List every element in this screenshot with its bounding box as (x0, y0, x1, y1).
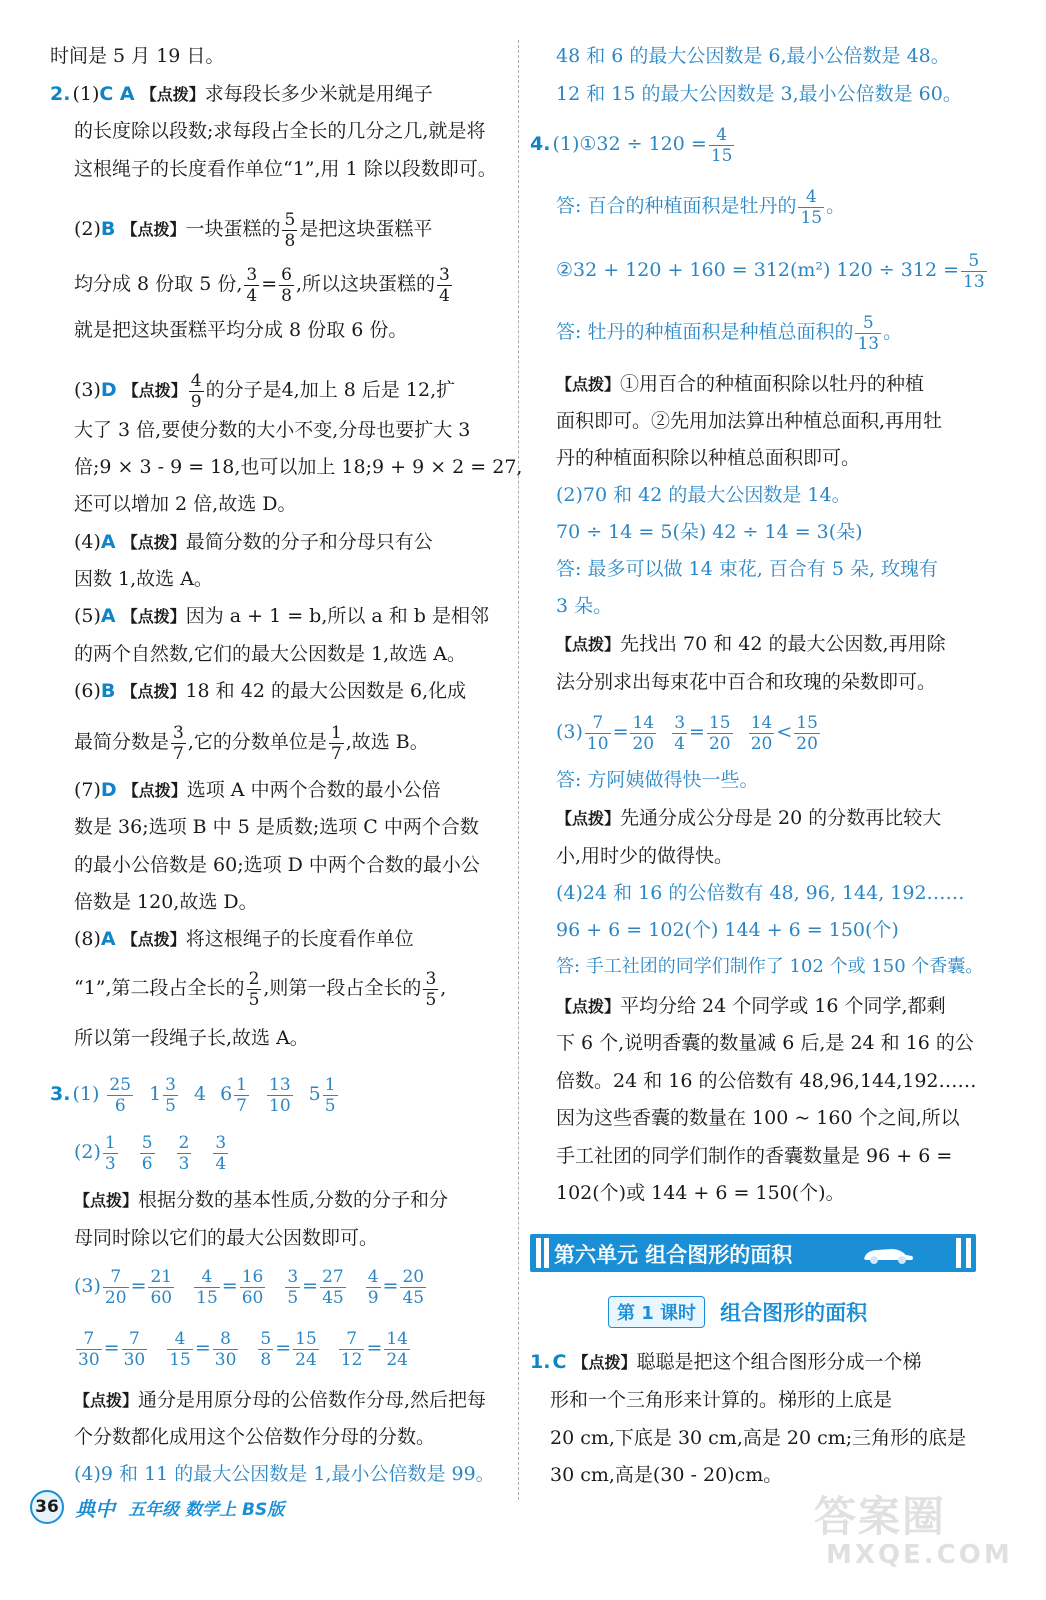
q4-tip2-line1: 【点拨】先找出 70 和 42 的最大公因数,再用除 (556, 633, 946, 655)
text-line: 20 cm,下底是 30 cm,高是 20 cm;三角形的底是 (550, 1427, 967, 1449)
car-icon (860, 1243, 916, 1265)
fraction: $\frac{2}{3}$ (178, 1132, 190, 1174)
text-line: 数是 36;选项 B 中 5 是质数;选项 C 中两个合数 (74, 816, 479, 838)
text-line: 答: 手工社团的同学们制作了 102 个或 150 个香囊。 (556, 956, 984, 977)
lesson-header (608, 1296, 867, 1330)
q1-line1: 1. C 【点拨】聪聪是把这个组合图形分成一个梯 (530, 1351, 922, 1373)
fraction: $\frac{5}{6}$ (141, 1132, 153, 1174)
fraction: $\frac{16}{60}$ (241, 1266, 264, 1308)
q4-p3: (3) $\frac{7}{10}$ = $\frac{14}{20}$ $\frac{3}{4}$ = $\frac{15}{20}$ $\frac{14}{20}$ < $\frac{15}{20}$ (556, 712, 818, 754)
fraction: $\frac{4}{15}$ (196, 1266, 218, 1308)
text-line: 还可以增加 2 倍,故选 D。 (74, 493, 297, 515)
text-line: 母同时除以它们的最大公因数即可。 (74, 1227, 379, 1249)
fraction: $\frac{1}{7}$ (236, 1074, 247, 1116)
fraction: $\frac{3}{5}$ (165, 1074, 176, 1116)
text-line: 的最小公倍数是 60;选项 D 中两个合数的最小公 (74, 854, 480, 876)
q2-p3-line1: (3)D 【点拨】 $\frac{4}{9}$ 的分子是4,加上 8 后是 12,扩 (74, 370, 456, 412)
q2-p1-line1: 2. (1)C A 【点拨】求每段长多少米就是用绳子 (50, 83, 433, 105)
text-line: 答: 最多可以做 14 束花, 百合有 5 朵, 玫瑰有 (556, 558, 939, 580)
text-line: 102(个)或 144 + 6 = 150(个)。 (556, 1182, 845, 1204)
text-line: 96 + 6 = 102(个) 144 + 6 = 150(个) (556, 919, 899, 941)
q2-p2-line2: 均分成 8 份取 5 份, $\frac{3}{4}$ = $\frac{6}{8}$ ,所以这块蛋糕的 $\frac{3}{4}$ (74, 264, 450, 306)
q3-p3-row1: (3) $\frac{7}{20}$ = $\frac{21}{60}$ $\frac{4}{15}$ = $\frac{16}{60}$ $\frac{3}{5}$ = $\frac{27}{45}$ $\frac{4}{9}$ = $\frac{20}{45}$ (74, 1266, 425, 1308)
book-edition: 五年级 数学上 BS版 (128, 1499, 285, 1520)
q4-tip3-line1: 【点拨】先通分成公分母是 20 的分数再比较大 (556, 807, 942, 829)
text-line: 这根绳子的长度看作单位“1”,用 1 除以段数即可。 (74, 158, 497, 180)
page-footer (30, 1490, 284, 1524)
text-line: 倍数是 120,故选 D。 (74, 891, 258, 913)
text-line: 48 和 6 的最大公因数是 6,最小公倍数是 48。 (556, 45, 950, 67)
text-line: 倍;9 × 3 - 9 = 18,也可以加上 18;9 + 9 × 2 = 27, (74, 456, 523, 478)
fraction: $\frac{5}{8}$ (284, 209, 296, 251)
fraction: $\frac{7}{20}$ (104, 1266, 127, 1308)
text-line: 12 和 15 的最大公因数是 3,最小公倍数是 60。 (556, 83, 962, 105)
text-line: 就是把这块蛋糕平均分成 8 份取 6 份。 (74, 319, 408, 341)
fraction: $\frac{14}{24}$ (386, 1328, 408, 1370)
q3-tip1-line1: 【点拨】根据分数的基本性质,分数的分子和分 (74, 1189, 449, 1211)
tip-label: 【点拨】 (140, 85, 205, 104)
text-line: 所以第一段绳子长,故选 A。 (74, 1027, 309, 1049)
q2-p2-line1: (2)B 【点拨】一块蛋糕的 $\frac{5}{8}$ 是把这块蛋糕平 (74, 209, 433, 251)
fraction: $\frac{20}{45}$ (402, 1266, 425, 1308)
q2-p4-line1: (4)A 【点拨】最简分数的分子和分母只有公 (74, 531, 433, 553)
text-line: 小,用时少的做得快。 (556, 845, 734, 867)
text-line: 大了 3 倍,要使分数的大小不变,分母也要扩大 3 (74, 419, 471, 441)
q2-p5-line1: (5)A 【点拨】因为 a + 1 = b,所以 a 和 b 是相邻 (74, 605, 490, 627)
fraction: $\frac{21}{60}$ (150, 1266, 173, 1308)
fraction: $\frac{15}{24}$ (295, 1328, 317, 1370)
text-line: (2)70 和 42 的最大公因数是 14。 (556, 484, 851, 506)
lesson-badge: 第 1 课时 (608, 1296, 705, 1328)
text-line: 下 6 个,说明香囊的数量减 6 后,是 24 和 16 的公 (556, 1032, 974, 1054)
q2-p8-line1: (8)A 【点拨】将这根绳子的长度看作单位 (74, 928, 414, 950)
text-line: 70 ÷ 14 = 5(朵) 42 ÷ 14 = 3(朵) (556, 521, 863, 543)
fraction: $\frac{4}{9}$ (367, 1266, 379, 1308)
text-line: 形和一个三角形来计算的。梯形的上底是 (550, 1389, 893, 1411)
text-line: 3 朵。 (556, 595, 613, 617)
fraction: $\frac{7}{12}$ (340, 1328, 363, 1370)
text-line: 因数 1,故选 A。 (74, 568, 213, 590)
fraction: $\frac{8}{30}$ (214, 1328, 237, 1370)
q3-tip2-line1: 【点拨】通分是用原分母的公倍数作分母,然后把每 (74, 1389, 487, 1411)
text-line: 倍数。24 和 16 的公倍数有 48,96,144,192…… (556, 1070, 977, 1092)
text-line: (4)9 和 11 的最大公因数是 1,最小公倍数是 99。 (74, 1463, 495, 1485)
q2-p7-line1: (7)D 【点拨】选项 A 中两个合数的最小公倍 (74, 779, 441, 801)
q4-ans1: 答: 百合的种植面积是牡丹的 $\frac{4}{15}$ 。 (556, 186, 846, 228)
question-number: 2. (50, 83, 71, 105)
text-line: 时间是 5 月 19 日。 (50, 45, 225, 67)
fraction: $\frac{5}{8}$ (260, 1328, 272, 1370)
q4-tip1-line1: 【点拨】①用百合的种植面积除以牡丹的种植 (556, 373, 925, 395)
fraction: $\frac{27}{45}$ (322, 1266, 344, 1308)
unit-title: 第六单元 组合图形的面积 (554, 1243, 793, 1267)
text-line: 30 cm,高是(30 - 20)cm。 (550, 1464, 783, 1486)
fraction: $\frac{1}{3}$ (104, 1132, 116, 1174)
text-line: 面积即可。②先用加法算出种植总面积,再用牡 (556, 410, 943, 432)
text-line: 因为这些香囊的数量在 100 ~ 160 个之间,所以 (556, 1107, 960, 1129)
lesson-title: 组合图形的面积 (720, 1301, 868, 1325)
fraction: $\frac{25}{6}$ (109, 1074, 132, 1116)
q3-p1: 3. (1) $\frac{25}{6}$ 1 $\frac{3}{5}$ 4 6 $\frac{1}{7}$ $\frac{13}{10}$ 5 $\frac{1}{5}$ (50, 1074, 336, 1116)
fraction: $\frac{3}{5}$ (287, 1266, 299, 1308)
text-line: 手工社团的同学们制作的香囊数量是 96 + 6 = (556, 1145, 953, 1167)
text-line: 个分数都化成用这个公倍数作分母的分数。 (74, 1426, 436, 1448)
q4-p1a: 4. (1)①32 ÷ 120 = $\frac{4}{15}$ (530, 124, 733, 166)
text-line: 法分别求出每束花中百合和玫瑰的朵数即可。 (556, 671, 937, 693)
unit-banner (530, 1234, 976, 1272)
page-number: 36 (30, 1490, 64, 1524)
fraction: $\frac{7}{30}$ (78, 1328, 100, 1370)
q3-p2: (2) $\frac{1}{3}$ $\frac{5}{6}$ $\frac{2}{3}$ $\frac{3}{4}$ (74, 1132, 227, 1174)
q4-p1b: ②32 + 120 + 160 = 312(m²) 120 ÷ 312 = $\frac{5}{13}$ (556, 250, 985, 292)
q2-p6-line1: (6)B 【点拨】18 和 42 的最大公因数是 6,化成 (74, 680, 467, 702)
watermark: 答案圈 MXQE.COM (814, 1492, 1013, 1570)
brand-logo: 典中 (75, 1496, 116, 1521)
text-line: 丹的种植面积除以种植总面积即可。 (556, 447, 861, 469)
column-divider (518, 40, 519, 1500)
text-line: 答: 方阿姨做得快一些。 (556, 769, 759, 791)
q4-tip4-line1: 【点拨】平均分给 24 个同学或 16 个同学,都剩 (556, 995, 946, 1017)
fraction: $\frac{7}{30}$ (123, 1328, 146, 1370)
fraction: $\frac{4}{15}$ (169, 1328, 191, 1370)
q2-p8-line2: “1”,第二段占全长的 $\frac{2}{5}$ ,则第一段占全长的 $\frac{3}{5}$ , (74, 968, 447, 1010)
text-line: (4)24 和 16 的公倍数有 48, 96, 144, 192…… (556, 882, 965, 904)
text-line: 的长度除以段数;求每段占全长的几分之几,就是将 (74, 120, 486, 142)
q4-ans2: 答: 牡丹的种植面积是种植总面积的 $\frac{5}{13}$ 。 (556, 312, 903, 354)
fraction: $\frac{13}{10}$ (269, 1074, 291, 1116)
fraction: $\frac{1}{5}$ (324, 1074, 336, 1116)
fraction: $\frac{3}{4}$ (215, 1132, 227, 1174)
q2-p6-line2: 最简分数是 $\frac{3}{7}$ ,它的分数单位是 $\frac{1}{7}$ ,故选 B。 (74, 722, 429, 764)
q3-p3-row2: $\frac{7}{30}$ = $\frac{7}{30}$ $\frac{4}{15}$ = $\frac{8}{30}$ $\frac{5}{8}$ = $\frac{15}{24}$ $\frac{7}{12}$ = $\frac{14}{24}$ (78, 1328, 408, 1370)
text-line: 的两个自然数,它们的最大公因数是 1,故选 A。 (74, 643, 466, 665)
